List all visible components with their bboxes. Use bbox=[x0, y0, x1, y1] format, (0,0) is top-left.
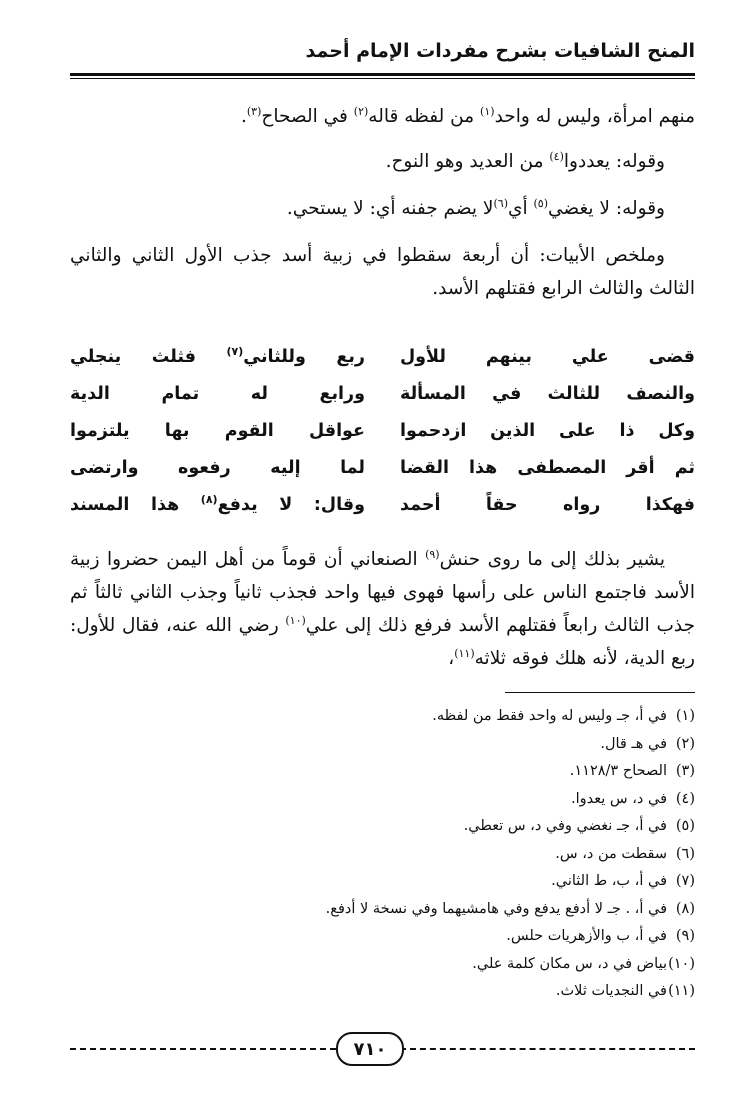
footnote-separator bbox=[505, 692, 695, 693]
verse-first-hemistich: ثم أقر المصطفى هذا القضا bbox=[400, 457, 695, 478]
verse-first-hemistich: فهكذا رواه حقاً أحمد bbox=[400, 494, 695, 515]
footer-dashed-line-right bbox=[400, 1048, 695, 1050]
verse-row bbox=[70, 412, 695, 449]
footnote: (١٠)بياض في د، س مكان كلمة علي. bbox=[70, 951, 695, 979]
verse-second-hemistich: ربع وللثاني$^{(٧)}$ فثلث ينجلي bbox=[70, 344, 365, 367]
footnote: (٨)في أ، . جـ لا أدفع يدفع وفي هامشيهما وفي نسخة لا أدفع. bbox=[70, 896, 695, 924]
page-number: ٧١٠ bbox=[336, 1032, 404, 1066]
footnote: (٩)في أ، ب والأزهريات حلس. bbox=[70, 923, 695, 951]
main-text-bottom bbox=[70, 543, 695, 675]
footnote-ref[interactable]: (٧) bbox=[226, 344, 244, 358]
paragraph-3: وقوله: لا يغضي$^{(٥)}$ أي$^{(٦)}$لا يضم جفنه أي: لا يستحي. bbox=[286, 196, 665, 219]
footnote: (٧)في أ، ب، ط الثاني. bbox=[70, 868, 695, 896]
verse-second-hemistich: لما إليه رفعوه وارتضى bbox=[70, 457, 365, 478]
verse-second-hemistich: وقال: لا يدفع$^{(٨)}$ هذا المسند bbox=[70, 492, 365, 515]
footnote-number: (١١) bbox=[668, 983, 695, 999]
verse-second-hemistich: عواقل القوم بها يلتزموا bbox=[70, 420, 365, 441]
footnote-ref[interactable]: (٢) bbox=[353, 104, 369, 118]
paragraph-5: يشير بذلك إلى ما روى حنش$^{(٩)}$ الصنعاني أن قوماً من أهل اليمن حضروا زبية الأسد فاجتمع الناس على رأسها فهوى فيها واحد فجذب ثانياً وجذب الثاني ثالثاً ثم جذب الثالث رابعاً فقتلهم الأسد فرفع ذلك إلى علي$^{(١٠)}$ رضي الله عنه، فقال للأول: ربع الدية، لأنه هلك فوقه ثلاثه$^{(١١)}$، bbox=[70, 547, 696, 669]
footnote-number: (٩) bbox=[675, 928, 695, 944]
verse-second-hemistich: ورابع له تمام الدية bbox=[70, 383, 365, 404]
footnote: (٦)سقطت من د، س. bbox=[70, 841, 695, 869]
footnote-ref[interactable]: (١) bbox=[480, 104, 495, 118]
footnote-ref[interactable]: (٤) bbox=[549, 149, 564, 163]
verse-first-hemistich: وكل ذا على الذين ازدحموا bbox=[400, 420, 695, 441]
footnote-number: (٦) bbox=[675, 845, 695, 862]
footnote-number: (٣) bbox=[675, 763, 695, 779]
paragraph-1: منهم امرأة، وليس له واحد$^{(١)}$ من لفظه قاله$^{(٢)}$ في الصحاح$^{(٣)}$. bbox=[240, 104, 695, 127]
header-rule-thin bbox=[70, 78, 695, 79]
footnote-number: (٧) bbox=[675, 873, 695, 889]
verse-row bbox=[70, 449, 695, 486]
footnote: (٢)في هـ قال. bbox=[70, 731, 695, 759]
verse-first-hemistich: قضى علي بينهم للأول bbox=[400, 346, 695, 367]
footnote-number: (٤) bbox=[675, 790, 695, 807]
footnote-ref[interactable]: (٨) bbox=[200, 492, 218, 506]
footnote: (١١)في النجديات ثلاث. bbox=[70, 978, 695, 1006]
footnote-number: (١٠) bbox=[668, 955, 695, 972]
footnote: (٥)في أ، جـ نغضي وفي د، س تعطي. bbox=[70, 813, 695, 841]
footnotes bbox=[70, 703, 695, 1006]
footnote-ref[interactable]: (٣) bbox=[246, 104, 262, 118]
footnote-ref[interactable]: (١١) bbox=[454, 646, 475, 660]
footnote-ref[interactable]: (٥) bbox=[533, 196, 549, 210]
footnote: (١)في أ، جـ وليس له واحد فقط من لفظه. bbox=[70, 703, 695, 731]
footnote-number: (٥) bbox=[675, 818, 695, 834]
verse-row bbox=[70, 375, 695, 412]
footnote-number: (٨) bbox=[675, 900, 695, 917]
footnote: (٤)في د، س يعدوا. bbox=[70, 786, 695, 814]
paragraph-4: وملخص الأبيات: أن أربعة سقطوا في زبية أسد جذب الأول الثاني والثاني الثالث والثالث الرابع فقتلهم الأسد. bbox=[70, 245, 695, 299]
verse-first-hemistich: والنصف للثالث في المسألة bbox=[400, 383, 695, 404]
header-rule-thick bbox=[70, 73, 695, 76]
running-header: المنح الشافيات بشرح مفردات الإمام أحمد bbox=[305, 40, 695, 62]
main-text-top bbox=[70, 100, 695, 305]
footnote-number: (٢) bbox=[675, 735, 695, 752]
footnote-ref[interactable]: (٩) bbox=[425, 547, 440, 561]
footnote-ref[interactable]: (٦) bbox=[493, 196, 508, 210]
footer-dashed-line-left bbox=[70, 1048, 336, 1050]
footnote-number: (١) bbox=[675, 708, 695, 724]
footnote: (٣)الصحاح ١١٢٨/٣. bbox=[70, 758, 695, 786]
verse-row bbox=[70, 338, 695, 375]
verse-row bbox=[70, 486, 695, 523]
verse-block bbox=[70, 338, 695, 523]
footnote-ref[interactable]: (١٠) bbox=[285, 613, 306, 627]
paragraph-2: وقوله: يعددوا$^{(٤)}$ من العديد وهو النوح. bbox=[385, 149, 665, 172]
